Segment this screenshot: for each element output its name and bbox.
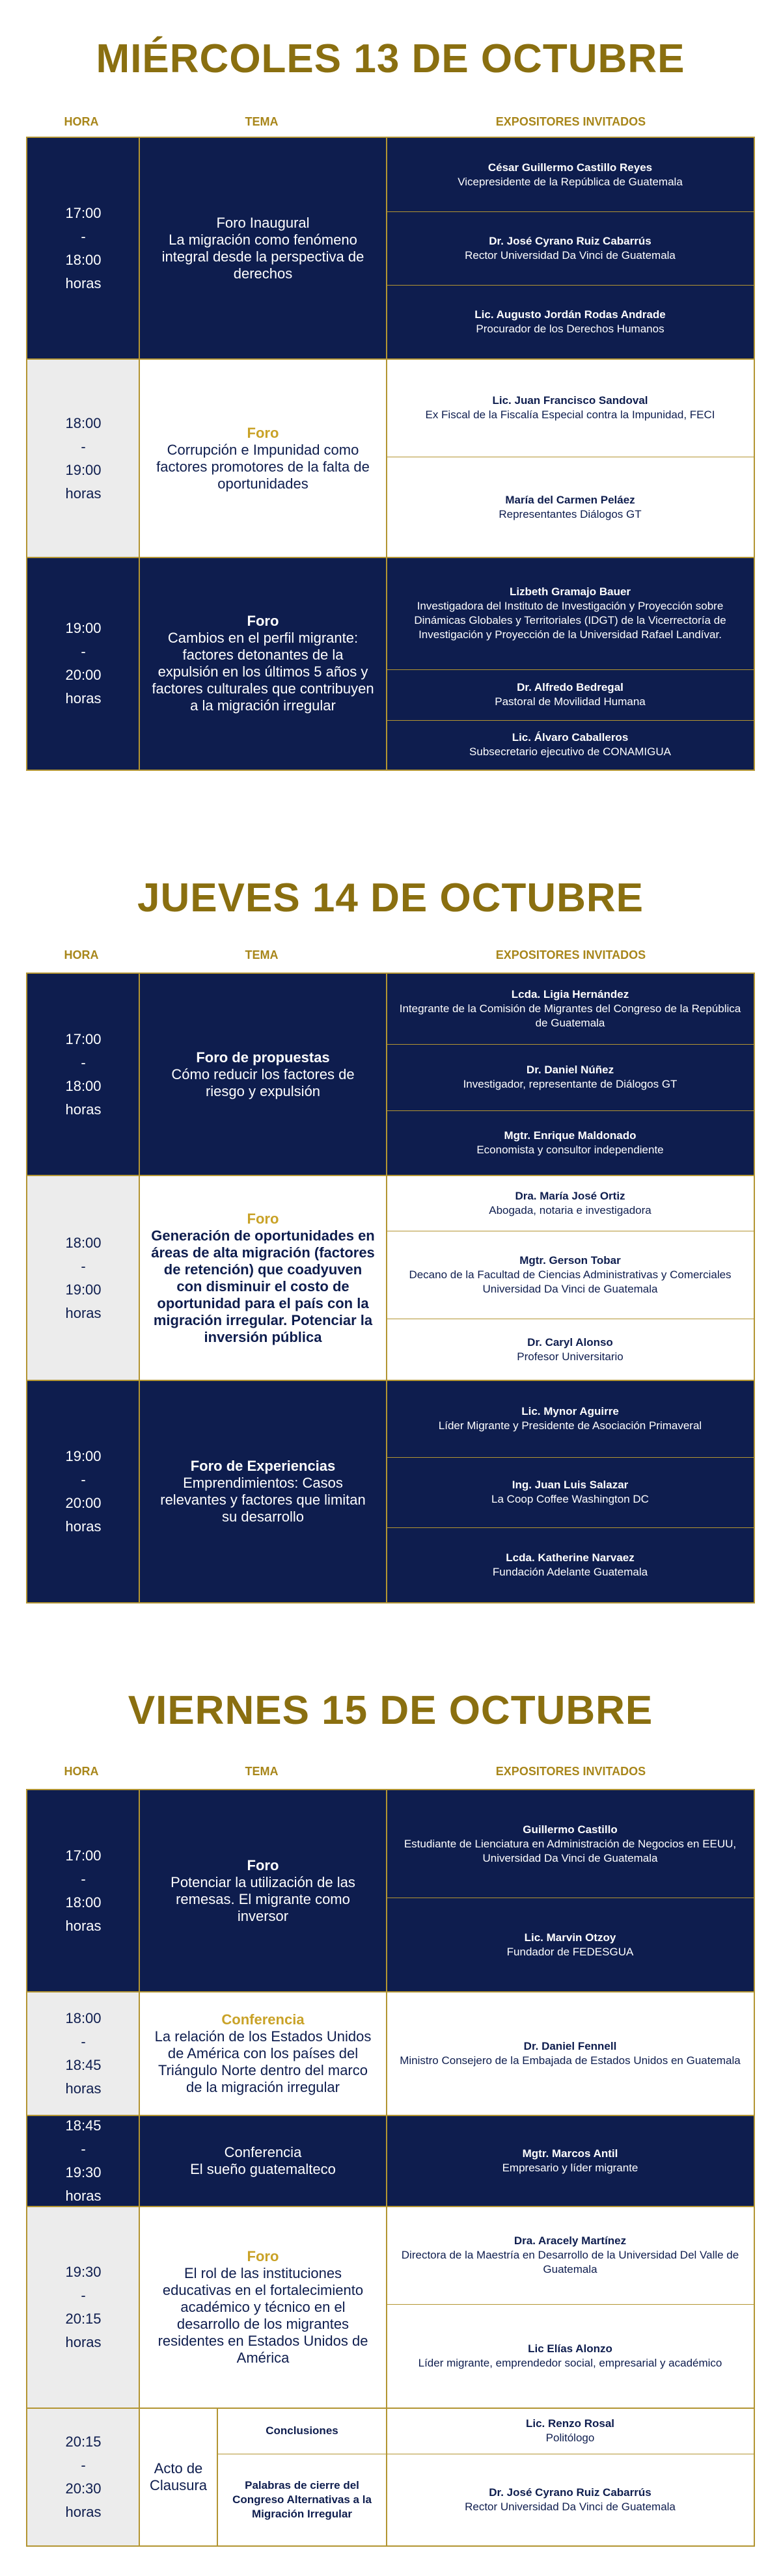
speaker-name: Mgtr. Marcos Antil [522, 2147, 618, 2160]
speaker-role: Pastoral de Movilidad Humana [495, 695, 646, 708]
closing-subitem [217, 2408, 387, 2454]
speaker [387, 720, 754, 770]
speaker-divider [387, 285, 754, 286]
topic-kind: Foro [247, 1210, 279, 1227]
topic-kind: Foro de propuestas [196, 1049, 330, 1066]
row-divider [27, 2115, 754, 2116]
speaker-role: Líder Migrante y Presidente de Asociación Primaveral [438, 1419, 702, 1432]
speaker [387, 1175, 754, 1231]
topic-text: Acto de Clausura [149, 2460, 208, 2493]
speaker-role: Fundador de FEDESGUA [506, 1945, 634, 1958]
row-time: 19:00 - 20:00 horas [27, 557, 139, 770]
row-topic [139, 1380, 387, 1602]
speaker [387, 1231, 754, 1319]
topic-text: El sueño guatemalteco [190, 2161, 336, 2177]
topic-kind: Conferencia [221, 2011, 305, 2028]
row-time: 17:00 - 18:00 horas [27, 974, 139, 1175]
topic-text: Cambios en el perfil migrante: factores detonantes de la expulsión en los últimos 5 años y factores culturales que contribuyen a la migración irregular [152, 630, 374, 714]
topic-text: Corrupción e Impunidad como factores promotores de la falta de oportunidades [156, 441, 370, 492]
speaker-role: Investigadora del Instituto de Investigación y Proyección sobre Dinámicas Globales y Territoriales (IDGT) de la Vicerrectoría de Investigación y Proyección de la Universidad Rafael Landívar. [414, 600, 726, 641]
speaker-name: Dr. José Cyrano Ruiz Cabarrús [489, 2486, 651, 2499]
speaker [387, 557, 754, 669]
speaker-divider [387, 1457, 754, 1458]
column-divider [217, 2408, 218, 2545]
topic-kind: Foro [247, 613, 279, 629]
speaker-name: Dr. José Cyrano Ruiz Cabarrús [489, 234, 651, 247]
closing-act-label [139, 2408, 217, 2545]
speaker [387, 138, 754, 211]
speaker-divider [387, 1110, 754, 1111]
row-time: 19:00 - 20:00 horas [27, 1380, 139, 1602]
row-divider [27, 358, 754, 360]
speaker-role: La Coop Coffee Washington DC [491, 1493, 649, 1505]
speaker-role: Decano de la Facultad de Ciencias Administrativas y Comerciales Universidad Da Vinci de Guatemala [409, 1268, 732, 1295]
row-topic [139, 1175, 387, 1380]
row-topic [139, 1992, 387, 2115]
schedule-table [26, 973, 755, 1603]
speaker-name: Lizbeth Gramajo Bauer [509, 585, 631, 598]
speaker [387, 2207, 754, 2304]
topic-text: La relación de los Estados Unidos de América con los países del Triángulo Norte dentro del marco de la migración irregular [154, 2028, 372, 2095]
closing-subitem [217, 2454, 387, 2545]
header-tema: TEMA [245, 948, 279, 961]
speaker-name: Lic Elías Alonzo [528, 2342, 612, 2355]
schedule-table [26, 1789, 755, 2547]
speaker [387, 1044, 754, 1110]
row-topic [139, 138, 387, 359]
speaker-name: Lcda. Ligia Hernández [511, 988, 629, 1000]
speaker-name: Lcda. Katherine Narvaez [506, 1551, 635, 1564]
column-divider [139, 974, 140, 1602]
speaker-divider [387, 1044, 754, 1045]
speaker-role: Abogada, notaria e investigadora [489, 1203, 651, 1216]
speaker-name: María del Carmen Peláez [505, 493, 635, 506]
row-time: 18:00 - 19:00 horas [27, 1175, 139, 1380]
speaker [387, 285, 754, 359]
speaker-name: Lic. Juan Francisco Sandoval [492, 394, 648, 407]
row-topic [139, 557, 387, 770]
speaker-divider [387, 1527, 754, 1528]
row-topic [139, 2115, 387, 2207]
speaker-role: Investigador, representante de Diálogos GT [463, 1078, 678, 1090]
row-topic [139, 974, 387, 1175]
topic-kind: Foro [247, 424, 279, 441]
row-divider [27, 2408, 754, 2409]
column-divider [386, 138, 387, 770]
speaker-role: Líder migrante, emprendedor social, empresarial y académico [418, 2357, 722, 2369]
row-topic [139, 359, 387, 557]
header-expositores: EXPOSITORES INVITADOS [495, 948, 646, 961]
speaker-name: Ing. Juan Luis Salazar [512, 1479, 629, 1491]
speaker [387, 2454, 754, 2545]
speaker-role: Subsecretario ejecutivo de CONAMIGUA [469, 745, 671, 758]
day-section [26, 1678, 755, 2563]
header-hora: HORA [64, 948, 99, 961]
header-tema: TEMA [245, 115, 279, 128]
topic-text: Cómo reducir los factores de riesgo y expulsión [171, 1066, 355, 1099]
speaker-name: César Guillermo Castillo Reyes [487, 161, 653, 174]
speaker-name: Lic. Augusto Jordán Rodas Andrade [474, 308, 666, 321]
row-topic [139, 2207, 387, 2408]
topic-kind: Foro [247, 2248, 279, 2264]
topic-text: Potenciar la utilización de las remesas. El migrante como inversor [171, 1874, 355, 1924]
day-section [26, 26, 755, 774]
row-time: 19:30 - 20:15 horas [27, 2207, 139, 2408]
speaker-name: Guillermo Castillo [523, 1823, 618, 1836]
row-divider [27, 1175, 754, 1176]
speaker [387, 1380, 754, 1457]
row-time: 18:00 - 19:00 horas [27, 359, 139, 557]
topic-text: Foro Inaugural La migración como fenómeno integral desde la perspectiva de derechos [161, 215, 364, 282]
row-time: 20:15 - 20:30 horas [27, 2408, 139, 2545]
speaker-role: Integrante de la Comisión de Migrantes del Congreso de la República de Guatemala [399, 1002, 741, 1029]
speaker [387, 1898, 754, 1992]
row-time: 18:00 - 18:45 horas [27, 1992, 139, 2115]
speaker [387, 1457, 754, 1527]
speaker [387, 359, 754, 457]
speaker-role: Rector Universidad Da Vinci de Guatemala [465, 248, 676, 262]
topic-kind: Conferencia [224, 2144, 302, 2160]
row-divider [27, 1380, 754, 1381]
speaker-name: Mgtr. Gerson Tobar [519, 1254, 621, 1267]
speaker-name: Dr. Daniel Núñez [526, 1064, 614, 1076]
speaker [387, 1319, 754, 1380]
row-divider [27, 557, 754, 558]
speaker-divider [387, 720, 754, 721]
speaker-role: Profesor Universitario [517, 1350, 623, 1363]
speaker [387, 1527, 754, 1602]
speaker-role: Empresario y líder migrante [502, 2162, 638, 2174]
topic-text: Emprendimientos: Casos relevantes y factores que limitan su desarrollo [160, 1474, 366, 1525]
topic-kind: Foro [247, 1857, 279, 1873]
speaker [387, 2115, 754, 2207]
speaker-name: Lic. Mynor Aguirre [521, 1405, 619, 1417]
day-title: JUEVES 14 DE OCTUBRE [137, 876, 644, 920]
header-tema: TEMA [245, 1765, 279, 1778]
speaker [387, 1790, 754, 1898]
speaker-role: Vicepresidente de la República de Guatemala [458, 175, 683, 188]
speaker-role: Rector Universidad Da Vinci de Guatemala [465, 2500, 676, 2513]
speaker-role: Procurador de los Derechos Humanos [476, 323, 665, 335]
speaker-role: Politólogo [545, 2432, 595, 2444]
speaker [387, 2304, 754, 2408]
speaker-name: Lic. Marvin Otzoy [524, 1931, 616, 1944]
speaker-role: Fundación Adelante Guatemala [492, 1565, 648, 1578]
speaker-name: Dra. María José Ortiz [515, 1189, 625, 1202]
speaker-role: Estudiante de Lienciatura en Administración de Negocios en EEUU, Universidad Da Vinci de Guatemala [404, 1837, 737, 1864]
speaker [387, 669, 754, 720]
topic-text: Generación de oportunidades en áreas de alta migración (factores de retención) que coadyuven con disminuir el costo de oportunidad para el país con la migración irregular. Potenciar la inversión pública [151, 1227, 375, 1345]
speaker-role: Directora de la Maestría en Desarrollo de la Universidad Del Valle de Guatemala [401, 2249, 739, 2275]
speaker-name: Mgtr. Enrique Maldonado [504, 1129, 637, 1142]
speaker-role: Ex Fiscal de la Fiscalía Especial contra la Impunidad, FECI [425, 409, 715, 421]
column-divider [139, 1790, 140, 2545]
speaker-name: Lic. Renzo Rosal [525, 2417, 615, 2430]
speaker [387, 2408, 754, 2454]
topic-kind: Foro de Experiencias [190, 1457, 336, 1474]
speaker-role: Economista y consultor independiente [476, 1144, 664, 1156]
speaker [387, 457, 754, 557]
column-divider [139, 138, 140, 770]
speaker-divider [387, 211, 754, 212]
speaker [387, 211, 754, 285]
column-divider [386, 974, 387, 1602]
speaker-name: Dr. Daniel Fennell [523, 2040, 617, 2052]
row-topic [139, 1790, 387, 1992]
header-hora: HORA [64, 1765, 99, 1778]
schedule-table [26, 137, 755, 771]
speaker-role: Ministro Consejero de la Embajada de Estados Unidos en Guatemala [400, 2054, 741, 2067]
header-expositores: EXPOSITORES INVITADOS [495, 115, 646, 128]
speaker [387, 974, 754, 1044]
speaker [387, 1110, 754, 1175]
day-title: VIERNES 15 DE OCTUBRE [128, 1688, 653, 1733]
row-time: 17:00 - 18:00 horas [27, 1790, 139, 1992]
speaker-name: Dr. Caryl Alonso [527, 1335, 613, 1348]
topic-text: El rol de las instituciones educativas en el fortalecimiento académico y técnico en el desarrollo de los migrantes residentes en Estados Unidos de América [158, 2265, 368, 2366]
speaker-divider [387, 669, 754, 670]
row-divider [27, 1991, 754, 1992]
row-time: 17:00 - 18:00 horas [27, 138, 139, 359]
speaker-name: Dr. Alfredo Bedregal [517, 681, 623, 693]
closing-subitem-text: Conclusiones [266, 2424, 338, 2437]
speaker-role: Representantes Diálogos GT [499, 507, 642, 520]
speaker-name: Dra. Aracely Martínez [514, 2234, 627, 2247]
day-title: MIÉRCOLES 13 DE OCTUBRE [96, 36, 685, 81]
header-hora: HORA [64, 115, 99, 128]
row-divider [27, 2206, 754, 2207]
column-divider [386, 1790, 387, 2545]
day-section [26, 868, 755, 1610]
speaker-divider [387, 2304, 754, 2305]
row-time: 18:45 - 19:30 horas [27, 2115, 139, 2207]
speaker-name: Lic. Álvaro Caballeros [512, 731, 629, 744]
speaker [387, 1992, 754, 2115]
closing-subitem-text: Palabras de cierre del Congreso Alternativas a la Migración Irregular [232, 2478, 372, 2520]
header-expositores: EXPOSITORES INVITADOS [495, 1765, 646, 1778]
